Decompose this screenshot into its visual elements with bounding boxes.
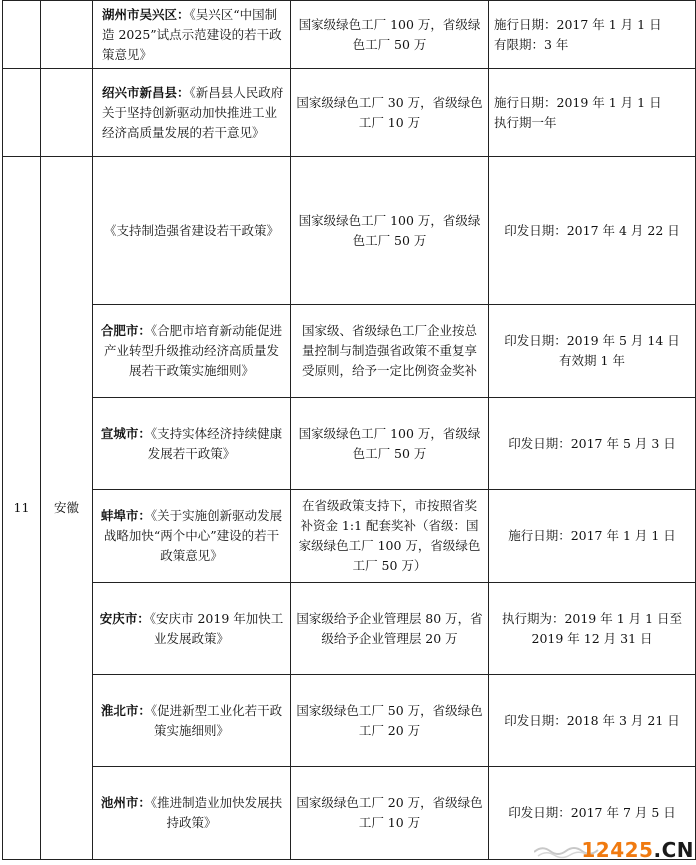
table-row xyxy=(3,157,696,305)
index-cell: 11 xyxy=(3,157,41,860)
policy-name: 《支持制造强省建设若干政策》 xyxy=(103,222,279,238)
date-cell xyxy=(489,157,696,305)
date-cell xyxy=(489,398,696,490)
date-line: 印发日期：2019 年 5 月 14 日 xyxy=(504,333,680,348)
date-cell xyxy=(489,490,696,583)
city-label: 合肥市： xyxy=(100,323,151,338)
subsidy-cell: 在省级政策支持下，市按照省奖补资金 1:1 配套奖补（省级：国家级绿色工厂 100 万，省级绿色工厂 50 万） xyxy=(291,490,489,583)
province-cell xyxy=(41,69,93,157)
date-line: 施行日期：2017 年 1 月 1 日 xyxy=(494,16,662,32)
policy-name: 《新昌县人民政府关于坚持创新驱动加快推进工业经济高质量发展的若干意见》 xyxy=(102,84,284,140)
subsidy-cell: 国家级绿色工厂 100 万，省级绿色工厂 50 万 xyxy=(291,398,489,490)
date-line: 执行期为：2019 年 1 月 1 日至 2019 年 12 月 31 日 xyxy=(501,610,683,646)
policy-cell xyxy=(93,305,291,398)
policy-name: 《吴兴区“中国制造 2025”试点示范建设的若干政策意见》 xyxy=(102,6,282,62)
date-line: 印发日期：2017 年 7 月 5 日 xyxy=(508,805,676,820)
policy-cell xyxy=(93,490,291,583)
date-line: 印发日期：2017 年 4 月 22 日 xyxy=(504,222,680,238)
city-label: 湖州市吴兴区： xyxy=(102,6,190,22)
subsidy-cell: 国家级、省级绿色工厂企业按总量控制与制造强省政策不重复享受原则，给予一定比例资金奖补 xyxy=(291,305,489,398)
subsidy-cell: 国家级绿色工厂 100 万，省级绿色工厂 50 万 xyxy=(291,1,489,69)
table-row xyxy=(3,1,696,69)
policy-cell xyxy=(93,398,291,490)
index-cell xyxy=(3,1,41,69)
watermark-text xyxy=(581,838,694,862)
policy-cell xyxy=(93,583,291,675)
date-line: 施行日期：2019 年 1 月 1 日 xyxy=(494,94,662,110)
table-row xyxy=(3,398,696,490)
policy-name: 《支持实体经济持续健康发展若干政策》 xyxy=(147,425,283,461)
date-cell xyxy=(489,69,696,157)
subsidy-cell: 国家级绿色工厂 20 万，省级绿色工厂 10 万 xyxy=(291,767,489,860)
policy-cell xyxy=(93,1,291,69)
subsidy-cell: 国家级绿色工厂 30 万，省级绿色工厂 10 万 xyxy=(291,69,489,157)
subsidy-cell: 国家级绿色工厂 100 万，省级绿色工厂 50 万 xyxy=(291,157,489,305)
table-row xyxy=(3,305,696,398)
table-row xyxy=(3,583,696,675)
date-line: 有效期 1 年 xyxy=(559,353,625,368)
index-cell xyxy=(3,69,41,157)
table-row xyxy=(3,490,696,583)
date-cell xyxy=(489,583,696,675)
policy-cell xyxy=(93,767,291,860)
date-line: 执行期一年 xyxy=(494,114,557,130)
policy-name: 《促进新型工业化若干政策实施细则》 xyxy=(150,702,283,738)
city-label: 宣城市： xyxy=(100,425,151,441)
watermark xyxy=(534,837,694,863)
date-line: 施行日期：2017 年 1 月 1 日 xyxy=(508,528,676,543)
policy-name: 《安庆市 2019 年加快工业发展政策》 xyxy=(149,610,284,646)
policy-cell xyxy=(93,675,291,767)
policy-name: 《合肥市培育新动能促进产业转型升级推动经济高质量发展若干政策实施细则》 xyxy=(103,323,283,378)
subsidy-cell: 国家级给予企业管理层 80 万，省级给予企业管理层 20 万 xyxy=(291,583,489,675)
date-line: 印发日期：2017 年 5 月 3 日 xyxy=(508,435,676,451)
subsidy-cell: 国家级绿色工厂 50 万，省级绿色工厂 20 万 xyxy=(291,675,489,767)
date-cell xyxy=(489,675,696,767)
policy-name: 《关于实施创新驱动发展战略加快“两个中心”建设的若干政策意见》 xyxy=(103,508,283,563)
date-line: 印发日期：2018 年 3 月 21 日 xyxy=(504,712,680,728)
table-row xyxy=(3,69,696,157)
date-cell xyxy=(489,1,696,69)
watermark-number: 12425 xyxy=(581,838,654,862)
city-label: 池州市： xyxy=(100,795,151,810)
policy-table xyxy=(2,0,696,860)
policy-cell xyxy=(93,157,291,305)
city-label: 绍兴市新昌县： xyxy=(102,84,190,100)
date-cell xyxy=(489,305,696,398)
city-label: 淮北市： xyxy=(100,702,151,718)
date-line: 有限期：3 年 xyxy=(494,36,569,52)
table-row xyxy=(3,675,696,767)
city-label: 蚌埠市： xyxy=(100,508,151,523)
policy-name: 《推进制造业加快发展扶持政策》 xyxy=(150,795,283,830)
policy-cell xyxy=(93,69,291,157)
province-cell: 安徽 xyxy=(41,157,93,860)
city-label: 安庆市： xyxy=(99,610,150,626)
watermark-domain: .CN xyxy=(653,838,694,862)
province-cell xyxy=(41,1,93,69)
